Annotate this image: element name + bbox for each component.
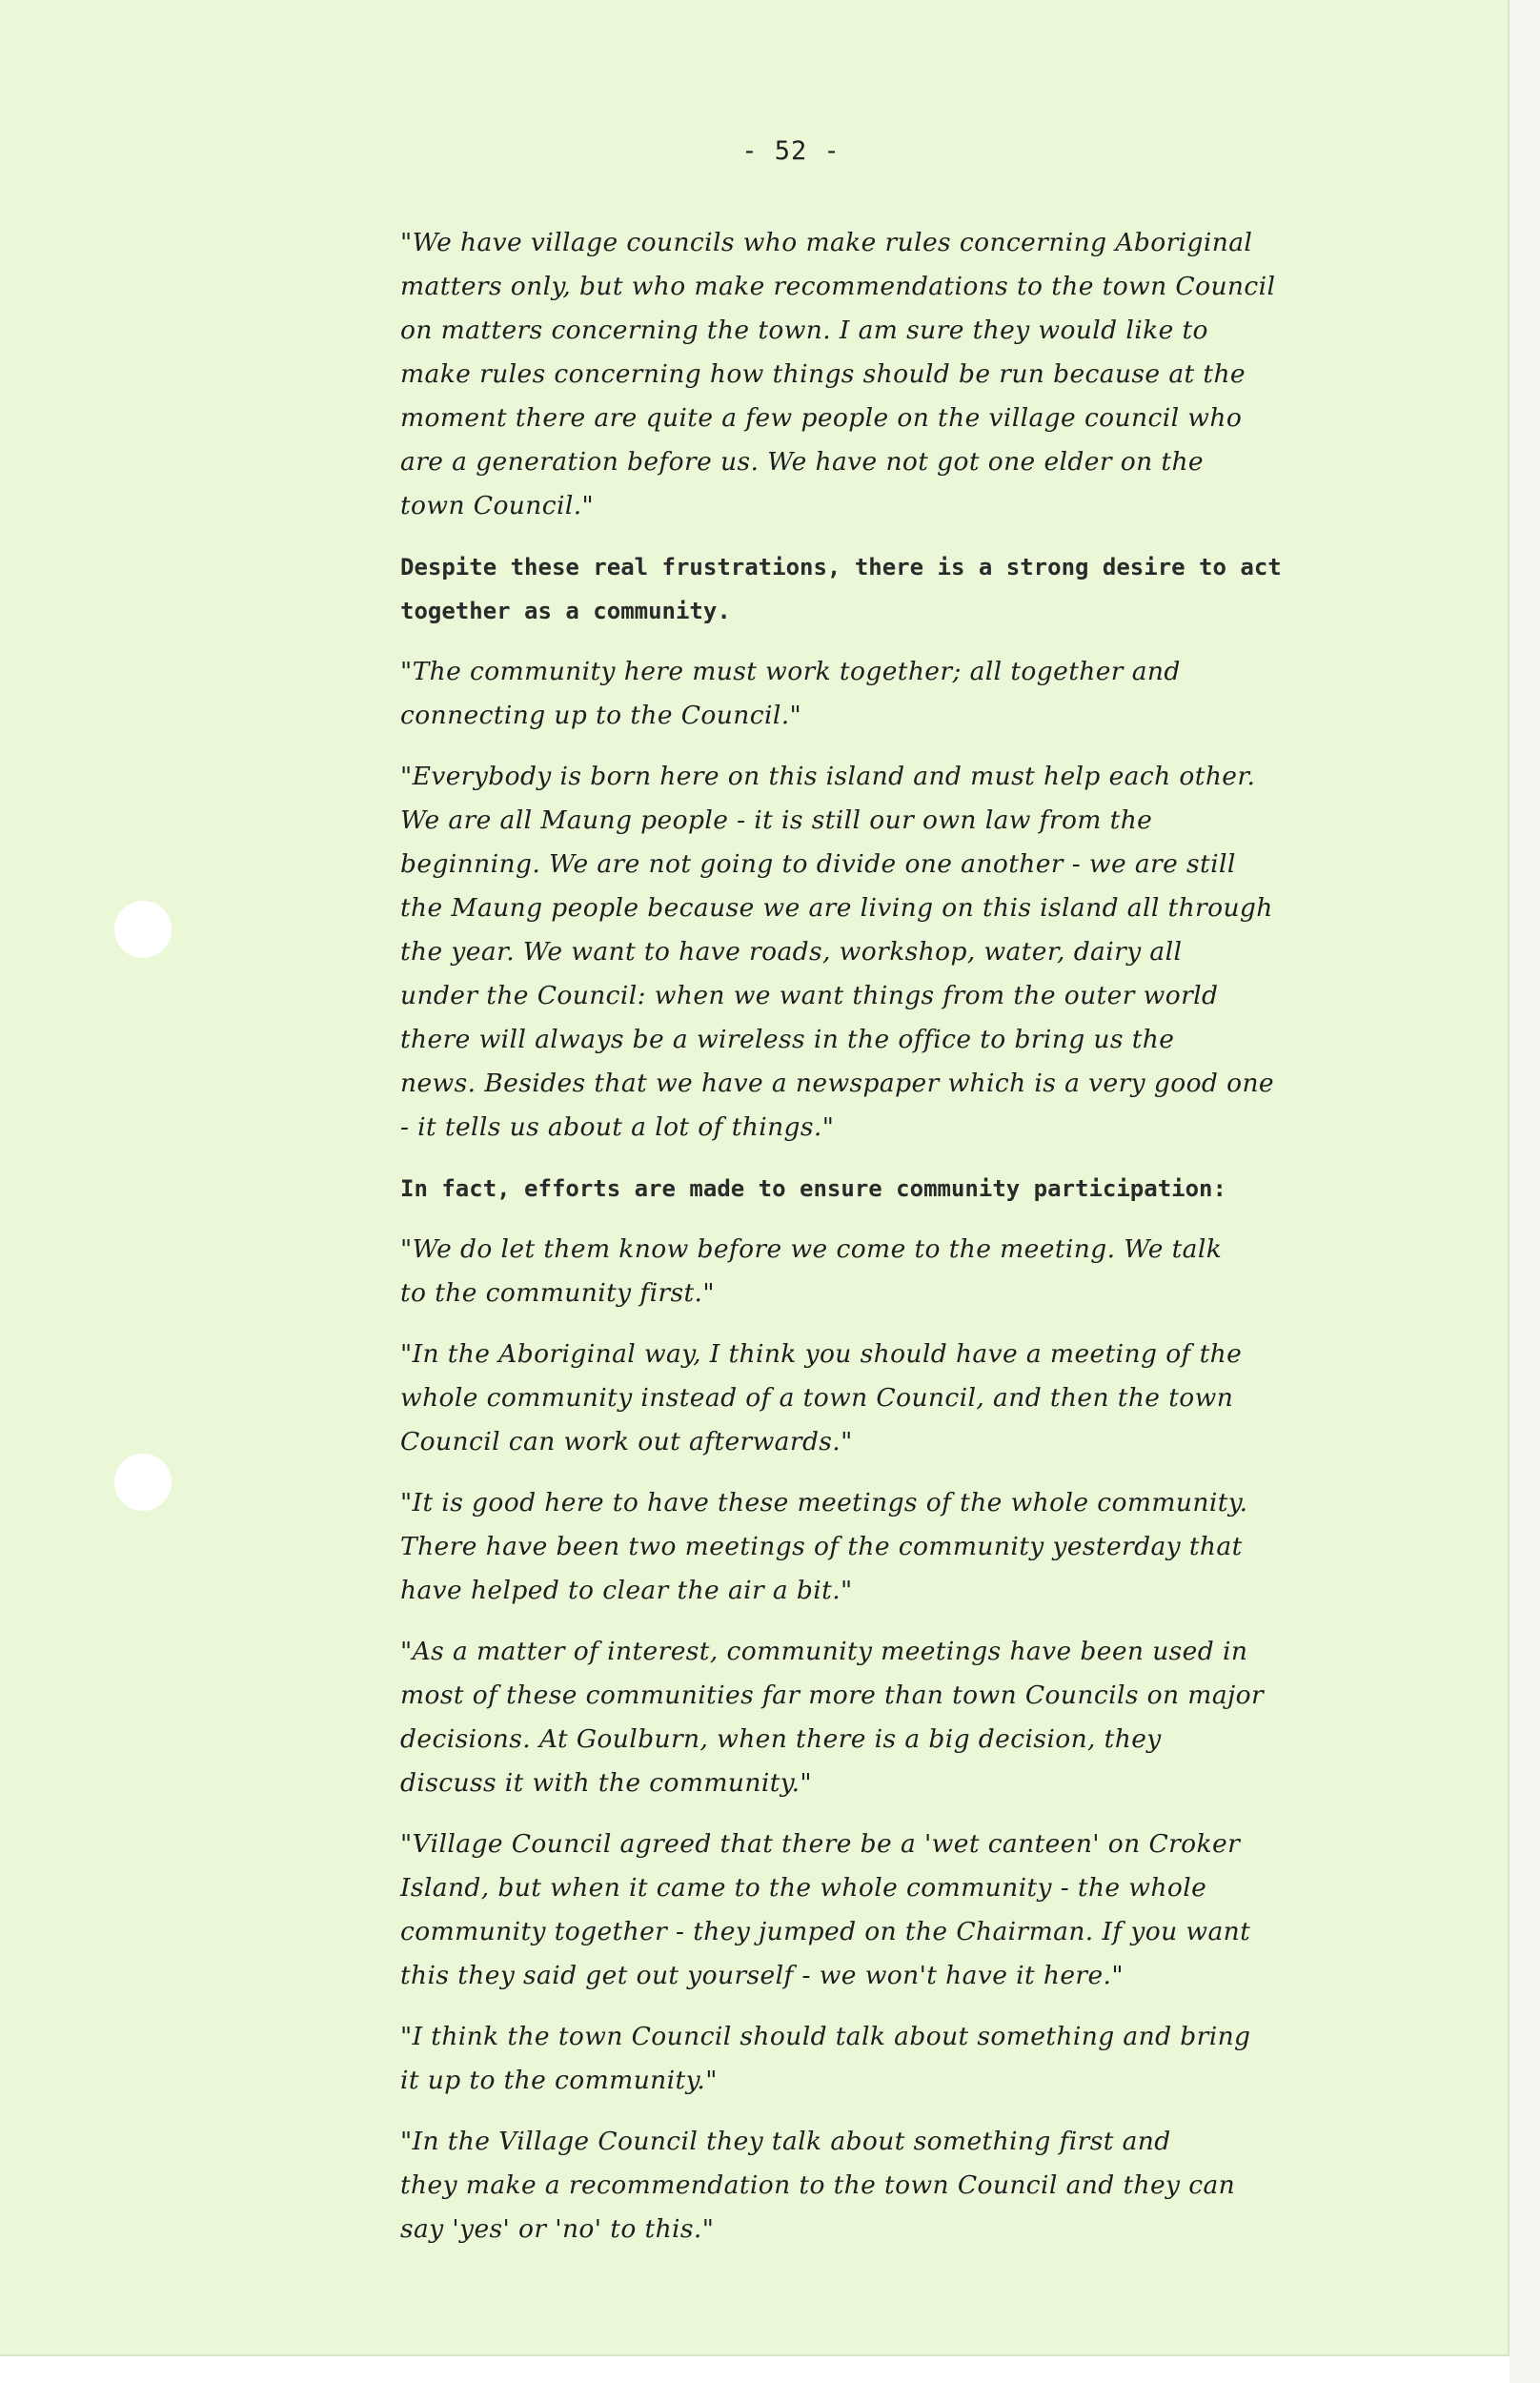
text-line: "I think the town Council should talk about something and bring (400, 2022, 1251, 2051)
text-line: beginning. We are not going to divide one another - we are still (400, 849, 1236, 879)
text-line: say 'yes' or 'no' to this." (400, 2214, 715, 2244)
quote-paragraph (400, 1228, 1353, 1315)
quote-paragraph (400, 1333, 1353, 1464)
text-line: matters only, but who make recommendations to the town Council (400, 272, 1276, 301)
text-line: under the Council: when we want things from the outer world (400, 981, 1219, 1010)
text-line: "It is good here to have these meetings of the whole community. (400, 1488, 1248, 1517)
text-line: Despite these real frustrations, there is a strong desire to act (400, 554, 1282, 580)
text-line: they make a recommendation to the town Council and they can (400, 2170, 1236, 2200)
text-line: make rules concerning how things should be run because at the (400, 359, 1246, 389)
quote-paragraph (400, 755, 1353, 1150)
body-paragraph (400, 1167, 1353, 1211)
quote-paragraph (400, 1630, 1353, 1805)
text-line: to the community first." (400, 1278, 715, 1308)
quote-paragraph (400, 1823, 1353, 1998)
page-edge (1510, 0, 1540, 2383)
quote-paragraph (400, 221, 1353, 528)
text-line: "We do let them know before we come to the meeting. We talk (400, 1234, 1223, 1264)
body-paragraph (400, 545, 1353, 633)
text-line: on matters concerning the town. I am sure they would like to (400, 316, 1208, 345)
text-line: connecting up to the Council." (400, 701, 802, 730)
text-line: moment there are quite a few people on the village council who (400, 403, 1243, 433)
text-line: most of these communities far more than town Councils on major (400, 1680, 1265, 1710)
text-line: together as a community. (400, 598, 731, 624)
text-line: decisions. At Goulburn, when there is a big decision, they (400, 1724, 1162, 1754)
text-line: "In the Aboriginal way, I think you should have a meeting of the (400, 1339, 1243, 1369)
text-line: "We have village councils who make rules concerning Aboriginal (400, 228, 1253, 257)
punch-hole (114, 901, 172, 958)
text-line: We are all Maung people - it is still our own law from the (400, 805, 1153, 835)
text-line: "As a matter of interest, community meetings have been used in (400, 1637, 1248, 1666)
punch-hole (114, 1454, 172, 1511)
text-line: "Everybody is born here on this island and must help each other. (400, 762, 1256, 791)
text-line: In fact, efforts are made to ensure community participation: (400, 1175, 1226, 1202)
text-line: discuss it with the community." (400, 1768, 813, 1798)
text-line: there will always be a wireless in the office to bring us the (400, 1025, 1175, 1054)
quote-paragraph (400, 2015, 1353, 2103)
quote-paragraph (400, 650, 1353, 738)
text-line: the year. We want to have roads, workshop, water, dairy all (400, 937, 1183, 967)
text-line: whole community instead of a town Council, and then the town (400, 1383, 1234, 1413)
page-number: - 52 - (741, 136, 841, 166)
text-line: community together - they jumped on the Chairman. If you want (400, 1917, 1251, 1946)
text-line: - it tells us about a lot of things." (400, 1112, 835, 1142)
text-line: Island, but when it came to the whole community - the whole (400, 1873, 1207, 1903)
quote-paragraph (400, 2120, 1353, 2251)
text-line: "Village Council agreed that there be a 'wet canteen' on Croker (400, 1829, 1241, 1859)
text-line: town Council." (400, 491, 595, 520)
quote-paragraph (400, 1481, 1353, 1613)
text-line: news. Besides that we have a newspaper which is a very good one (400, 1069, 1275, 1098)
text-line: the Maung people because we are living on this island all through (400, 893, 1273, 923)
text-line: "In the Village Council they talk about something first and (400, 2127, 1171, 2156)
text-line: are a generation before us. We have not got one elder on the (400, 447, 1205, 477)
document-body (400, 221, 1353, 2269)
text-line: Council can work out afterwards." (400, 1427, 853, 1456)
text-line: have helped to clear the air a bit." (400, 1576, 853, 1605)
text-line: this they said get out yourself - we won't have it here." (400, 1961, 1124, 1990)
text-line: it up to the community." (400, 2066, 718, 2095)
text-line: There have been two meetings of the community yesterday that (400, 1532, 1243, 1561)
text-line: "The community here must work together; all together and (400, 657, 1181, 686)
